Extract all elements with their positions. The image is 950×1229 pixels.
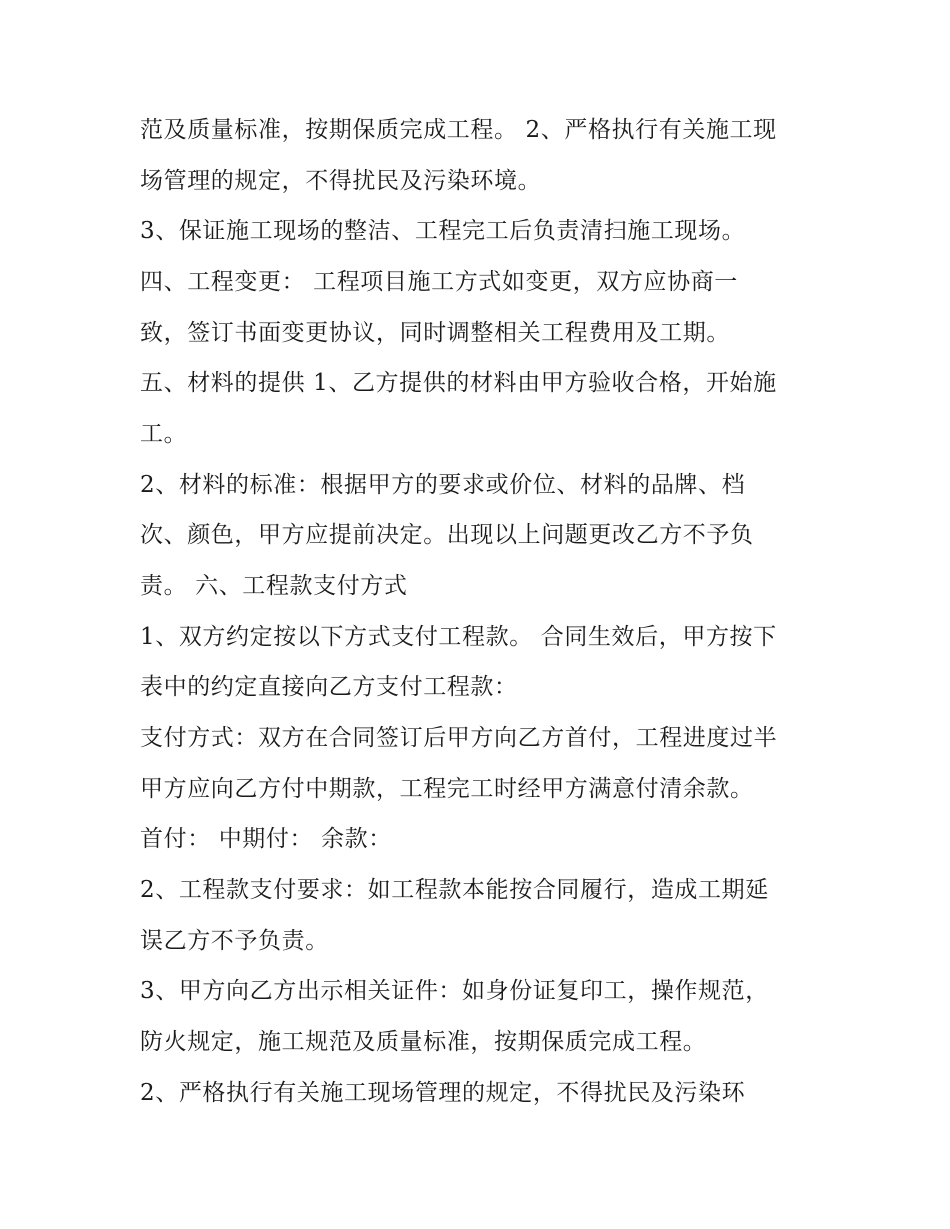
text-line: 表中的约定直接向乙方支付工程款：	[140, 674, 518, 700]
text-line: 3、保证施工现场的整洁、工程完工后负责清扫施工现场。	[140, 218, 746, 244]
text-line: 3、甲方向乙方出示相关证件：如身份证复印工，操作规范，	[140, 978, 769, 1004]
text-line: 五、材料的提供 1、乙方提供的材料由甲方验收合格，开始施	[140, 370, 777, 396]
text-line: 工。	[140, 421, 188, 447]
text-line: 2、材料的标准：根据甲方的要求或价位、材料的品牌、档	[140, 472, 746, 498]
text-line: 2、工程款支付要求：如工程款本能按合同履行，造成工期延	[140, 877, 769, 903]
text-line: 场管理的规定，不得扰民及污染环境。	[140, 168, 542, 194]
text-line: 首付： 中期付： 余款：	[140, 826, 392, 852]
text-line: 致，签订书面变更协议，同时调整相关工程费用及工期。	[140, 320, 730, 346]
text-line: 1、双方约定按以下方式支付工程款。 合同生效后，甲方按下	[140, 624, 777, 650]
text-line: 误乙方不予负责。	[140, 928, 329, 954]
text-line: 防火规定，施工规范及质量标准，按期保质完成工程。	[140, 1029, 707, 1055]
text-line: 四、工程变更： 工程项目施工方式如变更，双方应协商一	[140, 269, 738, 295]
text-line: 次、颜色，甲方应提前决定。出现以上问题更改乙方不予负	[140, 522, 754, 548]
text-line: 支付方式：双方在合同签订后甲方向乙方首付，工程进度过半	[140, 725, 778, 751]
text-line: 责。 六、工程款支付方式	[140, 573, 408, 599]
text-line: 2、严格执行有关施工现场管理的规定，不得扰民及污染环	[140, 1080, 746, 1106]
text-line: 甲方应向乙方付中期款，工程完工时经甲方满意付清余款。	[140, 776, 754, 802]
text-line: 范及质量标准，按期保质完成工程。 2、严格执行有关施工现	[140, 117, 777, 143]
